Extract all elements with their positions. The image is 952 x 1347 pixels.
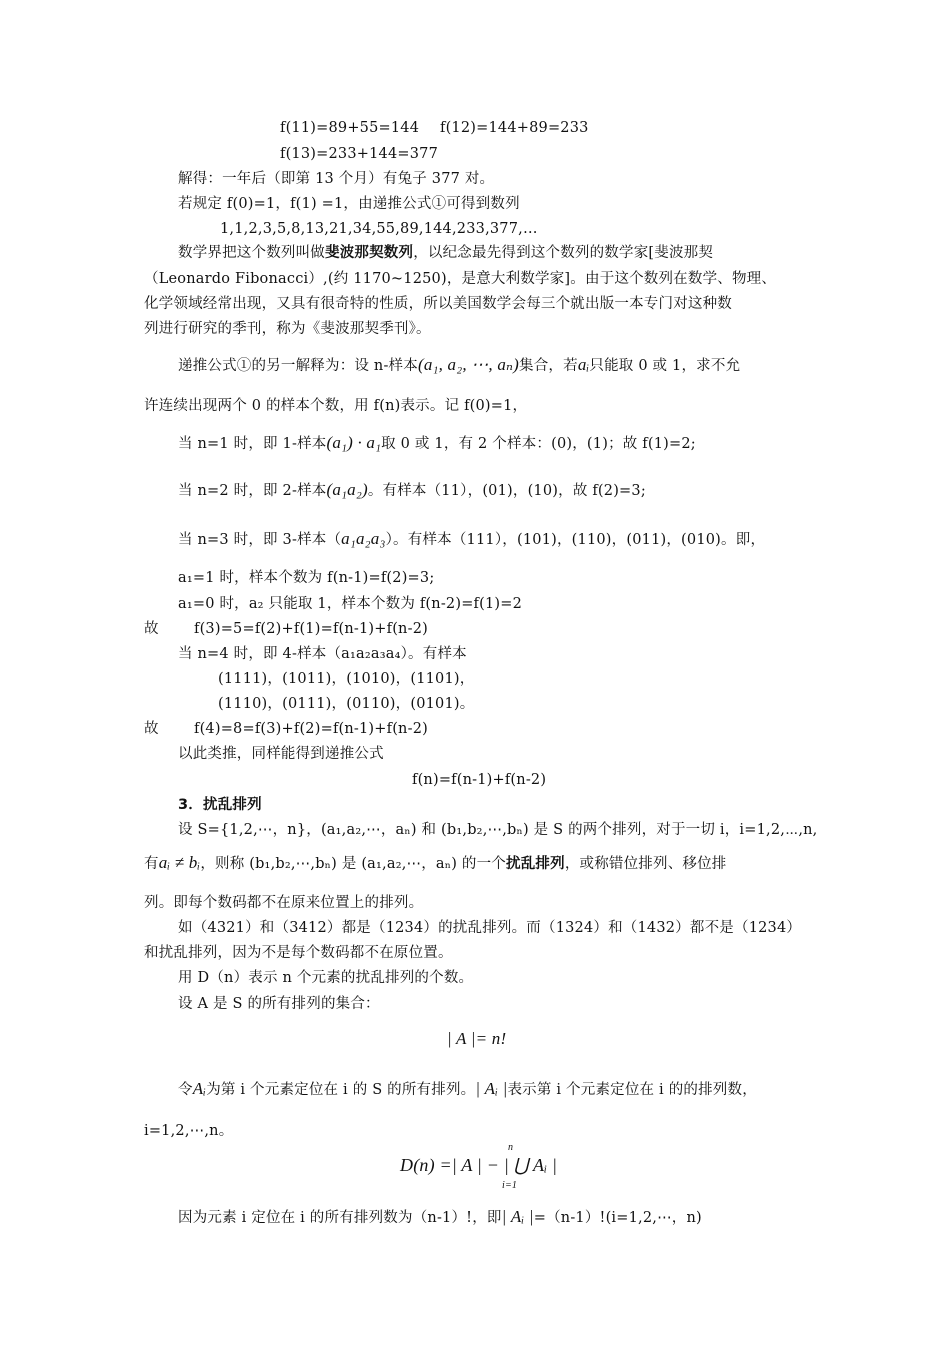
math-expr: a₁a₂a₃: [341, 529, 386, 548]
text-span: ，或称错位排列、移位排: [564, 856, 727, 872]
recurrence-formula: f(n)=f(n-1)+f(n-2): [412, 772, 547, 788]
math-expr: (a₁) · a₁: [326, 433, 382, 452]
math-expr: (a₁a₂): [326, 480, 368, 499]
equation-f3: f(3)=5=f(2)+f(1)=f(n-1)+f(n-2): [194, 621, 428, 637]
text-line: 故: [144, 621, 159, 637]
formula-derangement: D(n) =| A | − | ⋃ Aᵢ |: [400, 1155, 558, 1175]
text-span: ，以纪念最先得到这个数列的数学家[斐波那契: [413, 245, 714, 261]
paragraph-fibonacci: [178, 243, 713, 263]
text-line: 故: [144, 721, 159, 737]
math-expr: Aᵢ: [192, 1079, 207, 1098]
text-line: [178, 1207, 702, 1228]
term-fibonacci: 斐波那契数列: [325, 245, 414, 261]
text-line: a₁=1 时，样本个数为 f(n-1)=f(2)=3;: [178, 570, 435, 586]
text-line: 列进行研究的季刊，称为《斐波那契季刊》。: [144, 321, 431, 337]
equation-f4: f(4)=8=f(3)+f(2)=f(n-1)+f(n-2): [194, 721, 428, 737]
equation-f12: f(12)=144+89=233: [440, 120, 589, 136]
text-line: 如（4321）和（3412）都是（1234）的扰乱排列。而（1324）和（1432）都不是（1234）: [178, 920, 802, 936]
text-line: a₁=0 时，a₂ 只能取 1，样本个数为 f(n-2)=f(1)=2: [178, 596, 523, 612]
text-span: 取 0 或 1，有 2 个样本：(0)，(1)；故 f(1)=2;: [381, 436, 696, 452]
math-expr: aᵢ: [577, 355, 590, 374]
text-line: [178, 480, 646, 501]
text-span: 当 n=2 时，即 2-样本: [178, 483, 327, 499]
text-span: 当 n=1 时，即 1-样本: [178, 436, 327, 452]
section-heading: 3．扰乱排列: [178, 797, 262, 813]
text-line: [178, 355, 740, 376]
math-expr: aᵢ ≠ bᵢ: [158, 853, 201, 872]
text-span: 为第 i 个元素定位在 i 的 S 的所有排列。: [206, 1082, 476, 1098]
text-span: ）。有样本（111），(101)，(110)，(011)，(010)。即，: [385, 532, 766, 548]
text-line: 以此类推，同样能得到递推公式: [178, 746, 384, 762]
math-expr: (a₁, a₂, ⋯, aₙ): [417, 355, 519, 374]
text-span: 集合，若: [519, 358, 578, 374]
text-line: 解得：一年后（即第 13 个月）有兔子 377 对。: [178, 171, 495, 187]
text-line: 设 A 是 S 的所有排列的集合：: [178, 996, 380, 1012]
text-span: 表示第 i 个元素定位在 i 的的排列数，: [507, 1082, 757, 1098]
text-span: 当 n=3 时，即 3-样本（: [178, 532, 342, 548]
text-line: [144, 853, 727, 874]
text-line: 用 D（n）表示 n 个元素的扰乱排列的个数。: [178, 970, 474, 986]
text-line: [178, 433, 696, 454]
term-derangement: 扰乱排列: [506, 856, 565, 872]
text-line: [178, 1079, 757, 1100]
text-line: 设 S={1,2,⋯，n}，(a₁,a₂,⋯，aₙ) 和 (b₁,b₂,⋯,bₙ) 是 S 的两个排列，对于一切 i，i=1,2,⋯,n,: [178, 822, 818, 838]
sample-list: (1110)，(0111)，(0110)，(0101)。: [218, 696, 475, 712]
sample-list: (1111)，(1011)，(1010)，(1101)，: [218, 671, 475, 687]
text-span: 令: [178, 1082, 193, 1098]
text-line: （Leonardo Fibonacci）,(约 1170~1250)，是意大利数学家]。由于这个数列在数学、物理、: [144, 271, 777, 287]
text-line: 化学领域经常出现，又具有很奇特的性质，所以美国数学会每三个就出版一本专门对这种数: [144, 296, 732, 312]
formula-A: | A |= n!: [447, 1029, 507, 1048]
equation-f11: f(11)=89+55=144: [280, 120, 420, 136]
equation-f13: f(13)=233+144=377: [280, 146, 439, 162]
text-line: 许连续出现两个 0 的样本个数，用 f(n)表示。记 f(0)=1，: [144, 398, 528, 414]
text-span: 因为元素 i 定位在 i 的所有排列数为（n-1）!，即: [178, 1210, 502, 1226]
union-upper-limit: n: [508, 1142, 514, 1153]
text-span: =（n-1）!(i=1,2,⋯，n): [533, 1210, 702, 1226]
text-span: 只能取 0 或 1，求不允: [589, 358, 741, 374]
text-line: [178, 529, 765, 550]
math-expr: | Aᵢ |: [475, 1079, 508, 1098]
text-line: i=1,2,⋯,n。: [144, 1123, 234, 1139]
text-line: 和扰乱排列，因为不是每个数码都不在原位置。: [144, 945, 453, 961]
sequence-line: 1,1,2,3,5,8,13,21,34,55,89,144,233,377,…: [220, 221, 538, 237]
text-span: ，则称 (b₁,b₂,⋯,bₙ) 是 (a₁,a₂,⋯，aₙ) 的一个: [200, 856, 506, 872]
text-line: 列。即每个数码都不在原来位置上的排列。: [144, 895, 424, 911]
math-expr: | Aᵢ |: [501, 1207, 534, 1226]
text-line: 若规定 f(0)=1，f(1) =1，由递推公式①可得到数列: [178, 196, 520, 212]
text-span: 有: [144, 856, 159, 872]
union-lower-limit: i=1: [502, 1180, 518, 1191]
text-line: 当 n=4 时，即 4-样本（a₁a₂a₃a₄）。有样本: [178, 646, 467, 662]
text-span: 数学界把这个数列叫做: [178, 245, 325, 261]
text-span: 。有样本（11），(01)，(10)，故 f(2)=3;: [367, 483, 646, 499]
text-span: 递推公式①的另一解释为：设 n-样本: [178, 358, 418, 374]
